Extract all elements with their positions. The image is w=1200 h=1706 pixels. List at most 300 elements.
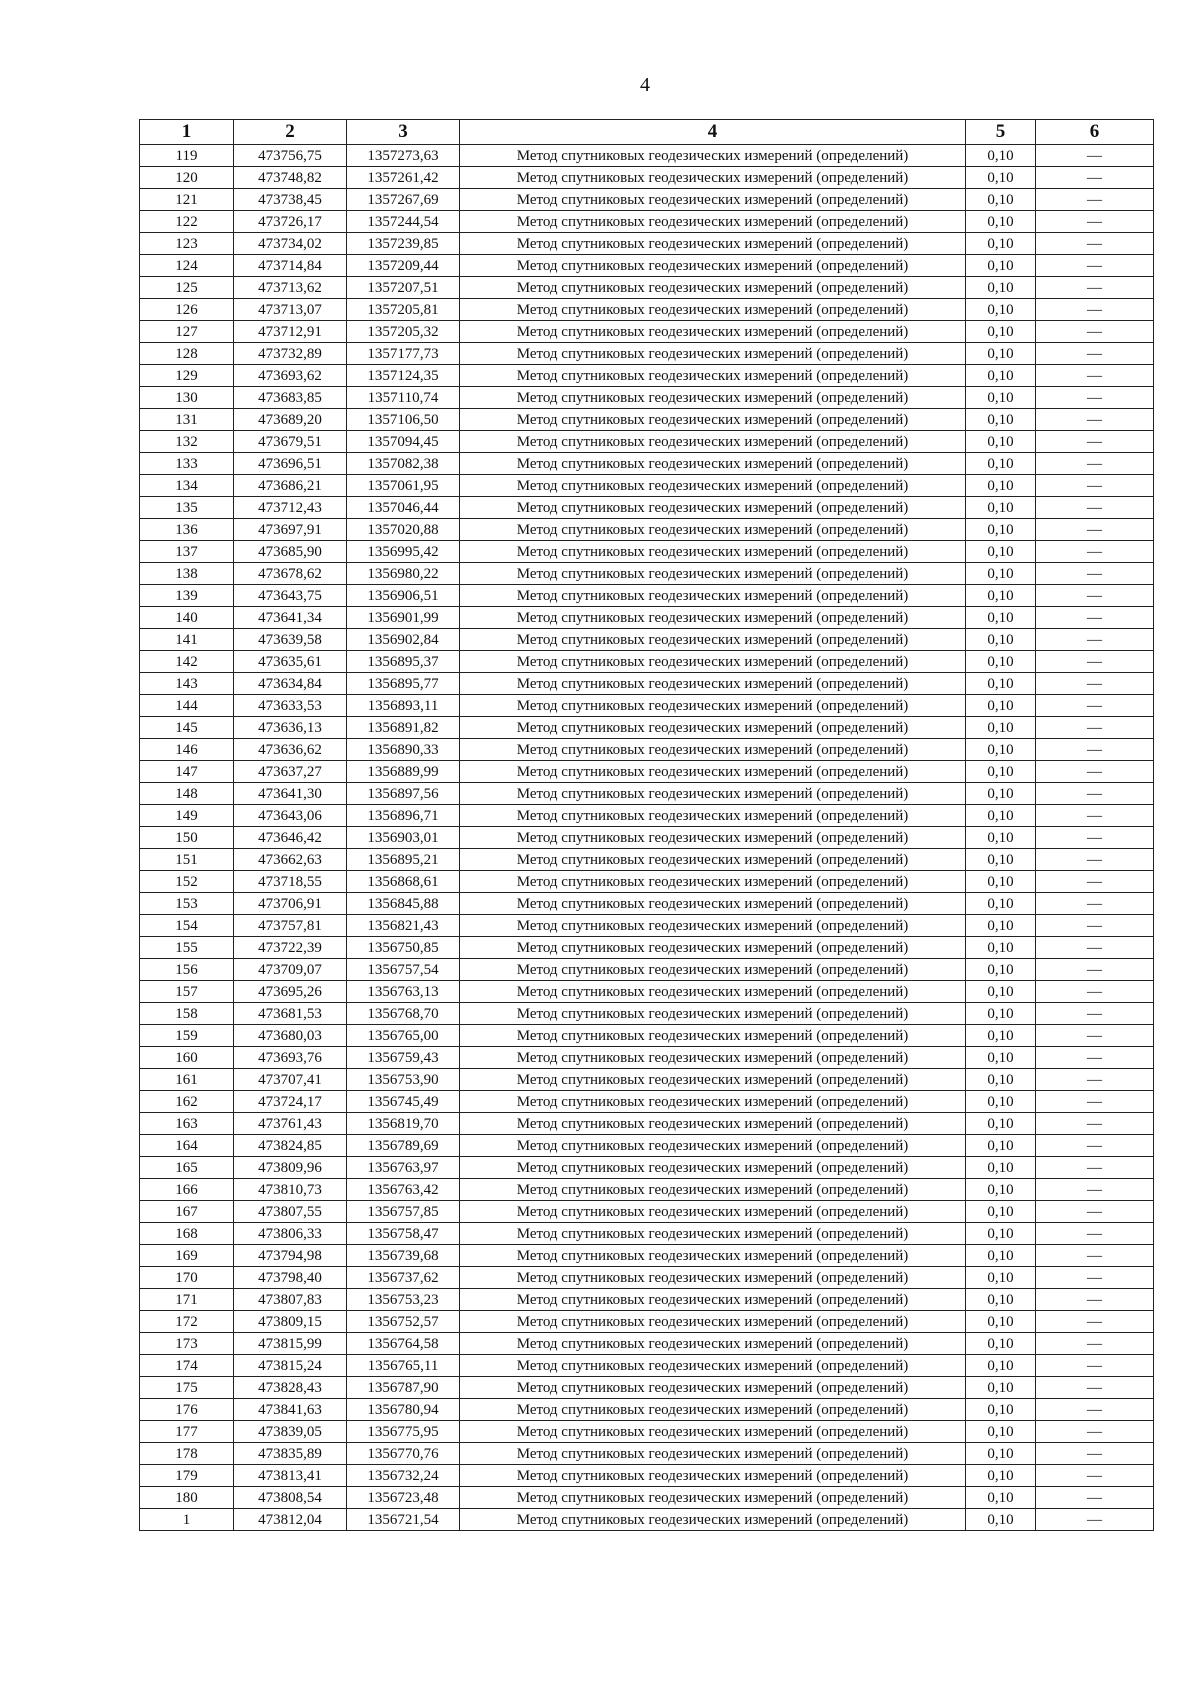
point-number-cell: 132 bbox=[140, 431, 234, 453]
accuracy-cell: 0,10 bbox=[966, 1377, 1036, 1399]
point-number-cell: 170 bbox=[140, 1267, 234, 1289]
accuracy-cell: 0,10 bbox=[966, 475, 1036, 497]
y-coordinate-cell: 1357124,35 bbox=[347, 365, 460, 387]
description-cell: — bbox=[1036, 849, 1154, 871]
accuracy-cell: 0,10 bbox=[966, 387, 1036, 409]
y-coordinate-cell: 1356721,54 bbox=[347, 1509, 460, 1531]
description-cell: — bbox=[1036, 1223, 1154, 1245]
point-number-cell: 130 bbox=[140, 387, 234, 409]
y-coordinate-cell: 1356763,97 bbox=[347, 1157, 460, 1179]
point-number-cell: 142 bbox=[140, 651, 234, 673]
description-cell: — bbox=[1036, 959, 1154, 981]
accuracy-cell: 0,10 bbox=[966, 629, 1036, 651]
point-number-cell: 179 bbox=[140, 1465, 234, 1487]
table-row bbox=[140, 211, 1154, 233]
accuracy-cell: 0,10 bbox=[966, 849, 1036, 871]
method-cell: Метод спутниковых геодезических измерений (определений) bbox=[460, 387, 966, 409]
description-cell: — bbox=[1036, 1421, 1154, 1443]
accuracy-cell: 0,10 bbox=[966, 717, 1036, 739]
accuracy-cell: 0,10 bbox=[966, 761, 1036, 783]
x-coordinate-cell: 473639,58 bbox=[234, 629, 347, 651]
method-cell: Метод спутниковых геодезических измерений (определений) bbox=[460, 1289, 966, 1311]
description-cell: — bbox=[1036, 585, 1154, 607]
y-coordinate-cell: 1356753,23 bbox=[347, 1289, 460, 1311]
accuracy-cell: 0,10 bbox=[966, 1245, 1036, 1267]
description-cell: — bbox=[1036, 1377, 1154, 1399]
accuracy-cell: 0,10 bbox=[966, 343, 1036, 365]
x-coordinate-cell: 473806,33 bbox=[234, 1223, 347, 1245]
description-cell: — bbox=[1036, 145, 1154, 167]
x-coordinate-cell: 473839,05 bbox=[234, 1421, 347, 1443]
accuracy-cell: 0,10 bbox=[966, 1267, 1036, 1289]
description-cell: — bbox=[1036, 1069, 1154, 1091]
accuracy-cell: 0,10 bbox=[966, 167, 1036, 189]
table-row bbox=[140, 893, 1154, 915]
description-cell: — bbox=[1036, 1443, 1154, 1465]
point-number-cell: 162 bbox=[140, 1091, 234, 1113]
point-number-cell: 138 bbox=[140, 563, 234, 585]
x-coordinate-cell: 473635,61 bbox=[234, 651, 347, 673]
accuracy-cell: 0,10 bbox=[966, 695, 1036, 717]
description-cell: — bbox=[1036, 1091, 1154, 1113]
method-cell: Метод спутниковых геодезических измерений (определений) bbox=[460, 1421, 966, 1443]
accuracy-cell: 0,10 bbox=[966, 1135, 1036, 1157]
x-coordinate-cell: 473643,06 bbox=[234, 805, 347, 827]
method-cell: Метод спутниковых геодезических измерений (определений) bbox=[460, 1113, 966, 1135]
method-cell: Метод спутниковых геодезических измерений (определений) bbox=[460, 915, 966, 937]
accuracy-cell: 0,10 bbox=[966, 1289, 1036, 1311]
table-row bbox=[140, 277, 1154, 299]
description-cell: — bbox=[1036, 805, 1154, 827]
point-number-cell: 123 bbox=[140, 233, 234, 255]
y-coordinate-cell: 1356868,61 bbox=[347, 871, 460, 893]
accuracy-cell: 0,10 bbox=[966, 255, 1036, 277]
accuracy-cell: 0,10 bbox=[966, 827, 1036, 849]
x-coordinate-cell: 473748,82 bbox=[234, 167, 347, 189]
table-row bbox=[140, 959, 1154, 981]
x-coordinate-cell: 473712,43 bbox=[234, 497, 347, 519]
description-cell: — bbox=[1036, 1113, 1154, 1135]
x-coordinate-cell: 473756,75 bbox=[234, 145, 347, 167]
description-cell: — bbox=[1036, 497, 1154, 519]
x-coordinate-cell: 473681,53 bbox=[234, 1003, 347, 1025]
method-cell: Метод спутниковых геодезических измерений (определений) bbox=[460, 1179, 966, 1201]
point-number-cell: 144 bbox=[140, 695, 234, 717]
table-row bbox=[140, 695, 1154, 717]
method-cell: Метод спутниковых геодезических измерений (определений) bbox=[460, 1069, 966, 1091]
description-cell: — bbox=[1036, 1465, 1154, 1487]
y-coordinate-cell: 1356753,90 bbox=[347, 1069, 460, 1091]
method-cell: Метод спутниковых геодезических измерений (определений) bbox=[460, 783, 966, 805]
method-cell: Метод спутниковых геодезических измерений (определений) bbox=[460, 541, 966, 563]
y-coordinate-cell: 1356896,71 bbox=[347, 805, 460, 827]
point-number-cell: 172 bbox=[140, 1311, 234, 1333]
point-number-cell: 135 bbox=[140, 497, 234, 519]
y-coordinate-cell: 1356893,11 bbox=[347, 695, 460, 717]
x-coordinate-cell: 473641,34 bbox=[234, 607, 347, 629]
accuracy-cell: 0,10 bbox=[966, 1465, 1036, 1487]
description-cell: — bbox=[1036, 673, 1154, 695]
accuracy-cell: 0,10 bbox=[966, 1333, 1036, 1355]
table-row bbox=[140, 607, 1154, 629]
table-row bbox=[140, 673, 1154, 695]
accuracy-cell: 0,10 bbox=[966, 1091, 1036, 1113]
y-coordinate-cell: 1357082,38 bbox=[347, 453, 460, 475]
point-number-cell: 145 bbox=[140, 717, 234, 739]
point-number-cell: 155 bbox=[140, 937, 234, 959]
table-row bbox=[140, 761, 1154, 783]
table-row bbox=[140, 1421, 1154, 1443]
description-cell: — bbox=[1036, 1025, 1154, 1047]
table-row bbox=[140, 1003, 1154, 1025]
column-header-1: 1 bbox=[140, 120, 234, 145]
accuracy-cell: 0,10 bbox=[966, 651, 1036, 673]
x-coordinate-cell: 473794,98 bbox=[234, 1245, 347, 1267]
accuracy-cell: 0,10 bbox=[966, 1179, 1036, 1201]
x-coordinate-cell: 473718,55 bbox=[234, 871, 347, 893]
point-number-cell: 151 bbox=[140, 849, 234, 871]
y-coordinate-cell: 1356765,00 bbox=[347, 1025, 460, 1047]
x-coordinate-cell: 473738,45 bbox=[234, 189, 347, 211]
accuracy-cell: 0,10 bbox=[966, 497, 1036, 519]
method-cell: Метод спутниковых геодезических измерений (определений) bbox=[460, 1047, 966, 1069]
accuracy-cell: 0,10 bbox=[966, 959, 1036, 981]
y-coordinate-cell: 1356750,85 bbox=[347, 937, 460, 959]
table-row bbox=[140, 739, 1154, 761]
y-coordinate-cell: 1356980,22 bbox=[347, 563, 460, 585]
point-number-cell: 157 bbox=[140, 981, 234, 1003]
point-number-cell: 150 bbox=[140, 827, 234, 849]
description-cell: — bbox=[1036, 431, 1154, 453]
x-coordinate-cell: 473824,85 bbox=[234, 1135, 347, 1157]
accuracy-cell: 0,10 bbox=[966, 1025, 1036, 1047]
description-cell: — bbox=[1036, 1311, 1154, 1333]
accuracy-cell: 0,10 bbox=[966, 1399, 1036, 1421]
y-coordinate-cell: 1356995,42 bbox=[347, 541, 460, 563]
description-cell: — bbox=[1036, 321, 1154, 343]
x-coordinate-cell: 473695,26 bbox=[234, 981, 347, 1003]
x-coordinate-cell: 473815,99 bbox=[234, 1333, 347, 1355]
y-coordinate-cell: 1357110,74 bbox=[347, 387, 460, 409]
point-number-cell: 124 bbox=[140, 255, 234, 277]
method-cell: Метод спутниковых геодезических измерений (определений) bbox=[460, 321, 966, 343]
table-row bbox=[140, 497, 1154, 519]
x-coordinate-cell: 473841,63 bbox=[234, 1399, 347, 1421]
point-number-cell: 148 bbox=[140, 783, 234, 805]
table-row bbox=[140, 1289, 1154, 1311]
description-cell: — bbox=[1036, 1399, 1154, 1421]
method-cell: Метод спутниковых геодезических измерений (определений) bbox=[460, 893, 966, 915]
point-number-cell: 136 bbox=[140, 519, 234, 541]
y-coordinate-cell: 1356745,49 bbox=[347, 1091, 460, 1113]
accuracy-cell: 0,10 bbox=[966, 585, 1036, 607]
table-row bbox=[140, 563, 1154, 585]
y-coordinate-cell: 1356889,99 bbox=[347, 761, 460, 783]
table-row bbox=[140, 475, 1154, 497]
method-cell: Метод спутниковых геодезических измерений (определений) bbox=[460, 1091, 966, 1113]
accuracy-cell: 0,10 bbox=[966, 1311, 1036, 1333]
table-row bbox=[140, 1509, 1154, 1531]
x-coordinate-cell: 473815,24 bbox=[234, 1355, 347, 1377]
method-cell: Метод спутниковых геодезических измерений (определений) bbox=[460, 1003, 966, 1025]
method-cell: Метод спутниковых геодезических измерений (определений) bbox=[460, 233, 966, 255]
y-coordinate-cell: 1357267,69 bbox=[347, 189, 460, 211]
description-cell: — bbox=[1036, 233, 1154, 255]
table-row bbox=[140, 871, 1154, 893]
x-coordinate-cell: 473646,42 bbox=[234, 827, 347, 849]
description-cell: — bbox=[1036, 343, 1154, 365]
table-row bbox=[140, 1355, 1154, 1377]
point-number-cell: 140 bbox=[140, 607, 234, 629]
y-coordinate-cell: 1357207,51 bbox=[347, 277, 460, 299]
description-cell: — bbox=[1036, 299, 1154, 321]
point-number-cell: 129 bbox=[140, 365, 234, 387]
x-coordinate-cell: 473636,13 bbox=[234, 717, 347, 739]
point-number-cell: 139 bbox=[140, 585, 234, 607]
accuracy-cell: 0,10 bbox=[966, 299, 1036, 321]
table-row bbox=[140, 1377, 1154, 1399]
description-cell: — bbox=[1036, 783, 1154, 805]
point-number-cell: 126 bbox=[140, 299, 234, 321]
accuracy-cell: 0,10 bbox=[966, 453, 1036, 475]
accuracy-cell: 0,10 bbox=[966, 805, 1036, 827]
point-number-cell: 163 bbox=[140, 1113, 234, 1135]
table-row bbox=[140, 431, 1154, 453]
description-cell: — bbox=[1036, 453, 1154, 475]
y-coordinate-cell: 1356901,99 bbox=[347, 607, 460, 629]
x-coordinate-cell: 473697,91 bbox=[234, 519, 347, 541]
table-row bbox=[140, 717, 1154, 739]
x-coordinate-cell: 473634,84 bbox=[234, 673, 347, 695]
description-cell: — bbox=[1036, 541, 1154, 563]
x-coordinate-cell: 473761,43 bbox=[234, 1113, 347, 1135]
method-cell: Метод спутниковых геодезических измерений (определений) bbox=[460, 189, 966, 211]
table-row bbox=[140, 915, 1154, 937]
description-cell: — bbox=[1036, 717, 1154, 739]
accuracy-cell: 0,10 bbox=[966, 739, 1036, 761]
point-number-cell: 180 bbox=[140, 1487, 234, 1509]
point-number-cell: 119 bbox=[140, 145, 234, 167]
x-coordinate-cell: 473807,83 bbox=[234, 1289, 347, 1311]
x-coordinate-cell: 473633,53 bbox=[234, 695, 347, 717]
x-coordinate-cell: 473798,40 bbox=[234, 1267, 347, 1289]
description-cell: — bbox=[1036, 387, 1154, 409]
method-cell: Метод спутниковых геодезических измерений (определений) bbox=[460, 1157, 966, 1179]
table-row bbox=[140, 409, 1154, 431]
point-number-cell: 176 bbox=[140, 1399, 234, 1421]
y-coordinate-cell: 1356763,13 bbox=[347, 981, 460, 1003]
table-row bbox=[140, 1157, 1154, 1179]
accuracy-cell: 0,10 bbox=[966, 409, 1036, 431]
method-cell: Метод спутниковых геодезических измерений (определений) bbox=[460, 937, 966, 959]
description-cell: — bbox=[1036, 1355, 1154, 1377]
x-coordinate-cell: 473734,02 bbox=[234, 233, 347, 255]
method-cell: Метод спутниковых геодезических измерений (определений) bbox=[460, 849, 966, 871]
table-row bbox=[140, 453, 1154, 475]
column-header-5: 5 bbox=[966, 120, 1036, 145]
y-coordinate-cell: 1356723,48 bbox=[347, 1487, 460, 1509]
accuracy-cell: 0,10 bbox=[966, 937, 1036, 959]
accuracy-cell: 0,10 bbox=[966, 871, 1036, 893]
description-cell: — bbox=[1036, 255, 1154, 277]
accuracy-cell: 0,10 bbox=[966, 1157, 1036, 1179]
y-coordinate-cell: 1356765,11 bbox=[347, 1355, 460, 1377]
accuracy-cell: 0,10 bbox=[966, 519, 1036, 541]
y-coordinate-cell: 1357177,73 bbox=[347, 343, 460, 365]
table-row bbox=[140, 1091, 1154, 1113]
method-cell: Метод спутниковых геодезических измерений (определений) bbox=[460, 761, 966, 783]
x-coordinate-cell: 473835,89 bbox=[234, 1443, 347, 1465]
description-cell: — bbox=[1036, 1201, 1154, 1223]
point-number-cell: 167 bbox=[140, 1201, 234, 1223]
description-cell: — bbox=[1036, 519, 1154, 541]
table-row bbox=[140, 519, 1154, 541]
method-cell: Метод спутниковых геодезических измерений (определений) bbox=[460, 211, 966, 233]
y-coordinate-cell: 1357061,95 bbox=[347, 475, 460, 497]
description-cell: — bbox=[1036, 1047, 1154, 1069]
method-cell: Метод спутниковых геодезических измерений (определений) bbox=[460, 497, 966, 519]
table-row bbox=[140, 1333, 1154, 1355]
point-number-cell: 161 bbox=[140, 1069, 234, 1091]
x-coordinate-cell: 473726,17 bbox=[234, 211, 347, 233]
point-number-cell: 131 bbox=[140, 409, 234, 431]
point-number-cell: 121 bbox=[140, 189, 234, 211]
table-row bbox=[140, 167, 1154, 189]
y-coordinate-cell: 1356758,47 bbox=[347, 1223, 460, 1245]
method-cell: Метод спутниковых геодезических измерений (определений) bbox=[460, 1245, 966, 1267]
accuracy-cell: 0,10 bbox=[966, 541, 1036, 563]
description-cell: — bbox=[1036, 1509, 1154, 1531]
y-coordinate-cell: 1356895,37 bbox=[347, 651, 460, 673]
x-coordinate-cell: 473636,62 bbox=[234, 739, 347, 761]
accuracy-cell: 0,10 bbox=[966, 321, 1036, 343]
page-number: 4 bbox=[640, 74, 650, 96]
x-coordinate-cell: 473722,39 bbox=[234, 937, 347, 959]
point-number-cell: 146 bbox=[140, 739, 234, 761]
x-coordinate-cell: 473807,55 bbox=[234, 1201, 347, 1223]
description-cell: — bbox=[1036, 1487, 1154, 1509]
method-cell: Метод спутниковых геодезических измерений (определений) bbox=[460, 145, 966, 167]
description-cell: — bbox=[1036, 475, 1154, 497]
x-coordinate-cell: 473713,62 bbox=[234, 277, 347, 299]
x-coordinate-cell: 473813,41 bbox=[234, 1465, 347, 1487]
x-coordinate-cell: 473686,21 bbox=[234, 475, 347, 497]
y-coordinate-cell: 1356780,94 bbox=[347, 1399, 460, 1421]
point-number-cell: 125 bbox=[140, 277, 234, 299]
table-row bbox=[140, 629, 1154, 651]
column-header-6: 6 bbox=[1036, 120, 1154, 145]
description-cell: — bbox=[1036, 277, 1154, 299]
description-cell: — bbox=[1036, 915, 1154, 937]
description-cell: — bbox=[1036, 1267, 1154, 1289]
method-cell: Метод спутниковых геодезических измерений (определений) bbox=[460, 255, 966, 277]
table-row bbox=[140, 1487, 1154, 1509]
table-row bbox=[140, 981, 1154, 1003]
point-number-cell: 175 bbox=[140, 1377, 234, 1399]
accuracy-cell: 0,10 bbox=[966, 1113, 1036, 1135]
table-row bbox=[140, 1223, 1154, 1245]
description-cell: — bbox=[1036, 695, 1154, 717]
description-cell: — bbox=[1036, 893, 1154, 915]
table-header-row bbox=[140, 120, 1154, 145]
description-cell: — bbox=[1036, 607, 1154, 629]
table-row bbox=[140, 255, 1154, 277]
y-coordinate-cell: 1356890,33 bbox=[347, 739, 460, 761]
description-cell: — bbox=[1036, 981, 1154, 1003]
point-number-cell: 159 bbox=[140, 1025, 234, 1047]
table-row bbox=[140, 1245, 1154, 1267]
accuracy-cell: 0,10 bbox=[966, 431, 1036, 453]
accuracy-cell: 0,10 bbox=[966, 673, 1036, 695]
accuracy-cell: 0,10 bbox=[966, 563, 1036, 585]
x-coordinate-cell: 473643,75 bbox=[234, 585, 347, 607]
accuracy-cell: 0,10 bbox=[966, 211, 1036, 233]
table-row bbox=[140, 189, 1154, 211]
x-coordinate-cell: 473810,73 bbox=[234, 1179, 347, 1201]
accuracy-cell: 0,10 bbox=[966, 893, 1036, 915]
point-number-cell: 171 bbox=[140, 1289, 234, 1311]
y-coordinate-cell: 1356895,21 bbox=[347, 849, 460, 871]
x-coordinate-cell: 473828,43 bbox=[234, 1377, 347, 1399]
accuracy-cell: 0,10 bbox=[966, 233, 1036, 255]
y-coordinate-cell: 1356903,01 bbox=[347, 827, 460, 849]
column-header-2: 2 bbox=[234, 120, 347, 145]
point-number-cell: 158 bbox=[140, 1003, 234, 1025]
description-cell: — bbox=[1036, 1179, 1154, 1201]
method-cell: Метод спутниковых геодезических измерений (определений) bbox=[460, 563, 966, 585]
method-cell: Метод спутниковых геодезических измерений (определений) bbox=[460, 805, 966, 827]
method-cell: Метод спутниковых геодезических измерений (определений) bbox=[460, 981, 966, 1003]
method-cell: Метод спутниковых геодезических измерений (определений) bbox=[460, 739, 966, 761]
method-cell: Метод спутниковых геодезических измерений (определений) bbox=[460, 475, 966, 497]
method-cell: Метод спутниковых геодезических измерений (определений) bbox=[460, 1355, 966, 1377]
accuracy-cell: 0,10 bbox=[966, 1421, 1036, 1443]
x-coordinate-cell: 473641,30 bbox=[234, 783, 347, 805]
point-number-cell: 164 bbox=[140, 1135, 234, 1157]
description-cell: — bbox=[1036, 937, 1154, 959]
table-row bbox=[140, 541, 1154, 563]
description-cell: — bbox=[1036, 739, 1154, 761]
y-coordinate-cell: 1356789,69 bbox=[347, 1135, 460, 1157]
point-number-cell: 177 bbox=[140, 1421, 234, 1443]
method-cell: Метод спутниковых геодезических измерений (определений) bbox=[460, 431, 966, 453]
y-coordinate-cell: 1357209,44 bbox=[347, 255, 460, 277]
table-row bbox=[140, 365, 1154, 387]
point-number-cell: 168 bbox=[140, 1223, 234, 1245]
description-cell: — bbox=[1036, 365, 1154, 387]
point-number-cell: 174 bbox=[140, 1355, 234, 1377]
accuracy-cell: 0,10 bbox=[966, 1069, 1036, 1091]
method-cell: Метод спутниковых геодезических измерений (определений) bbox=[460, 1465, 966, 1487]
y-coordinate-cell: 1357261,42 bbox=[347, 167, 460, 189]
x-coordinate-cell: 473683,85 bbox=[234, 387, 347, 409]
point-number-cell: 160 bbox=[140, 1047, 234, 1069]
x-coordinate-cell: 473637,27 bbox=[234, 761, 347, 783]
table-row bbox=[140, 937, 1154, 959]
y-coordinate-cell: 1356902,84 bbox=[347, 629, 460, 651]
x-coordinate-cell: 473712,91 bbox=[234, 321, 347, 343]
table-row bbox=[140, 387, 1154, 409]
y-coordinate-cell: 1356757,54 bbox=[347, 959, 460, 981]
y-coordinate-cell: 1357094,45 bbox=[347, 431, 460, 453]
accuracy-cell: 0,10 bbox=[966, 981, 1036, 1003]
y-coordinate-cell: 1356845,88 bbox=[347, 893, 460, 915]
point-number-cell: 128 bbox=[140, 343, 234, 365]
y-coordinate-cell: 1357046,44 bbox=[347, 497, 460, 519]
method-cell: Метод спутниковых геодезических измерений (определений) bbox=[460, 1223, 966, 1245]
table-row bbox=[140, 1267, 1154, 1289]
description-cell: — bbox=[1036, 871, 1154, 893]
